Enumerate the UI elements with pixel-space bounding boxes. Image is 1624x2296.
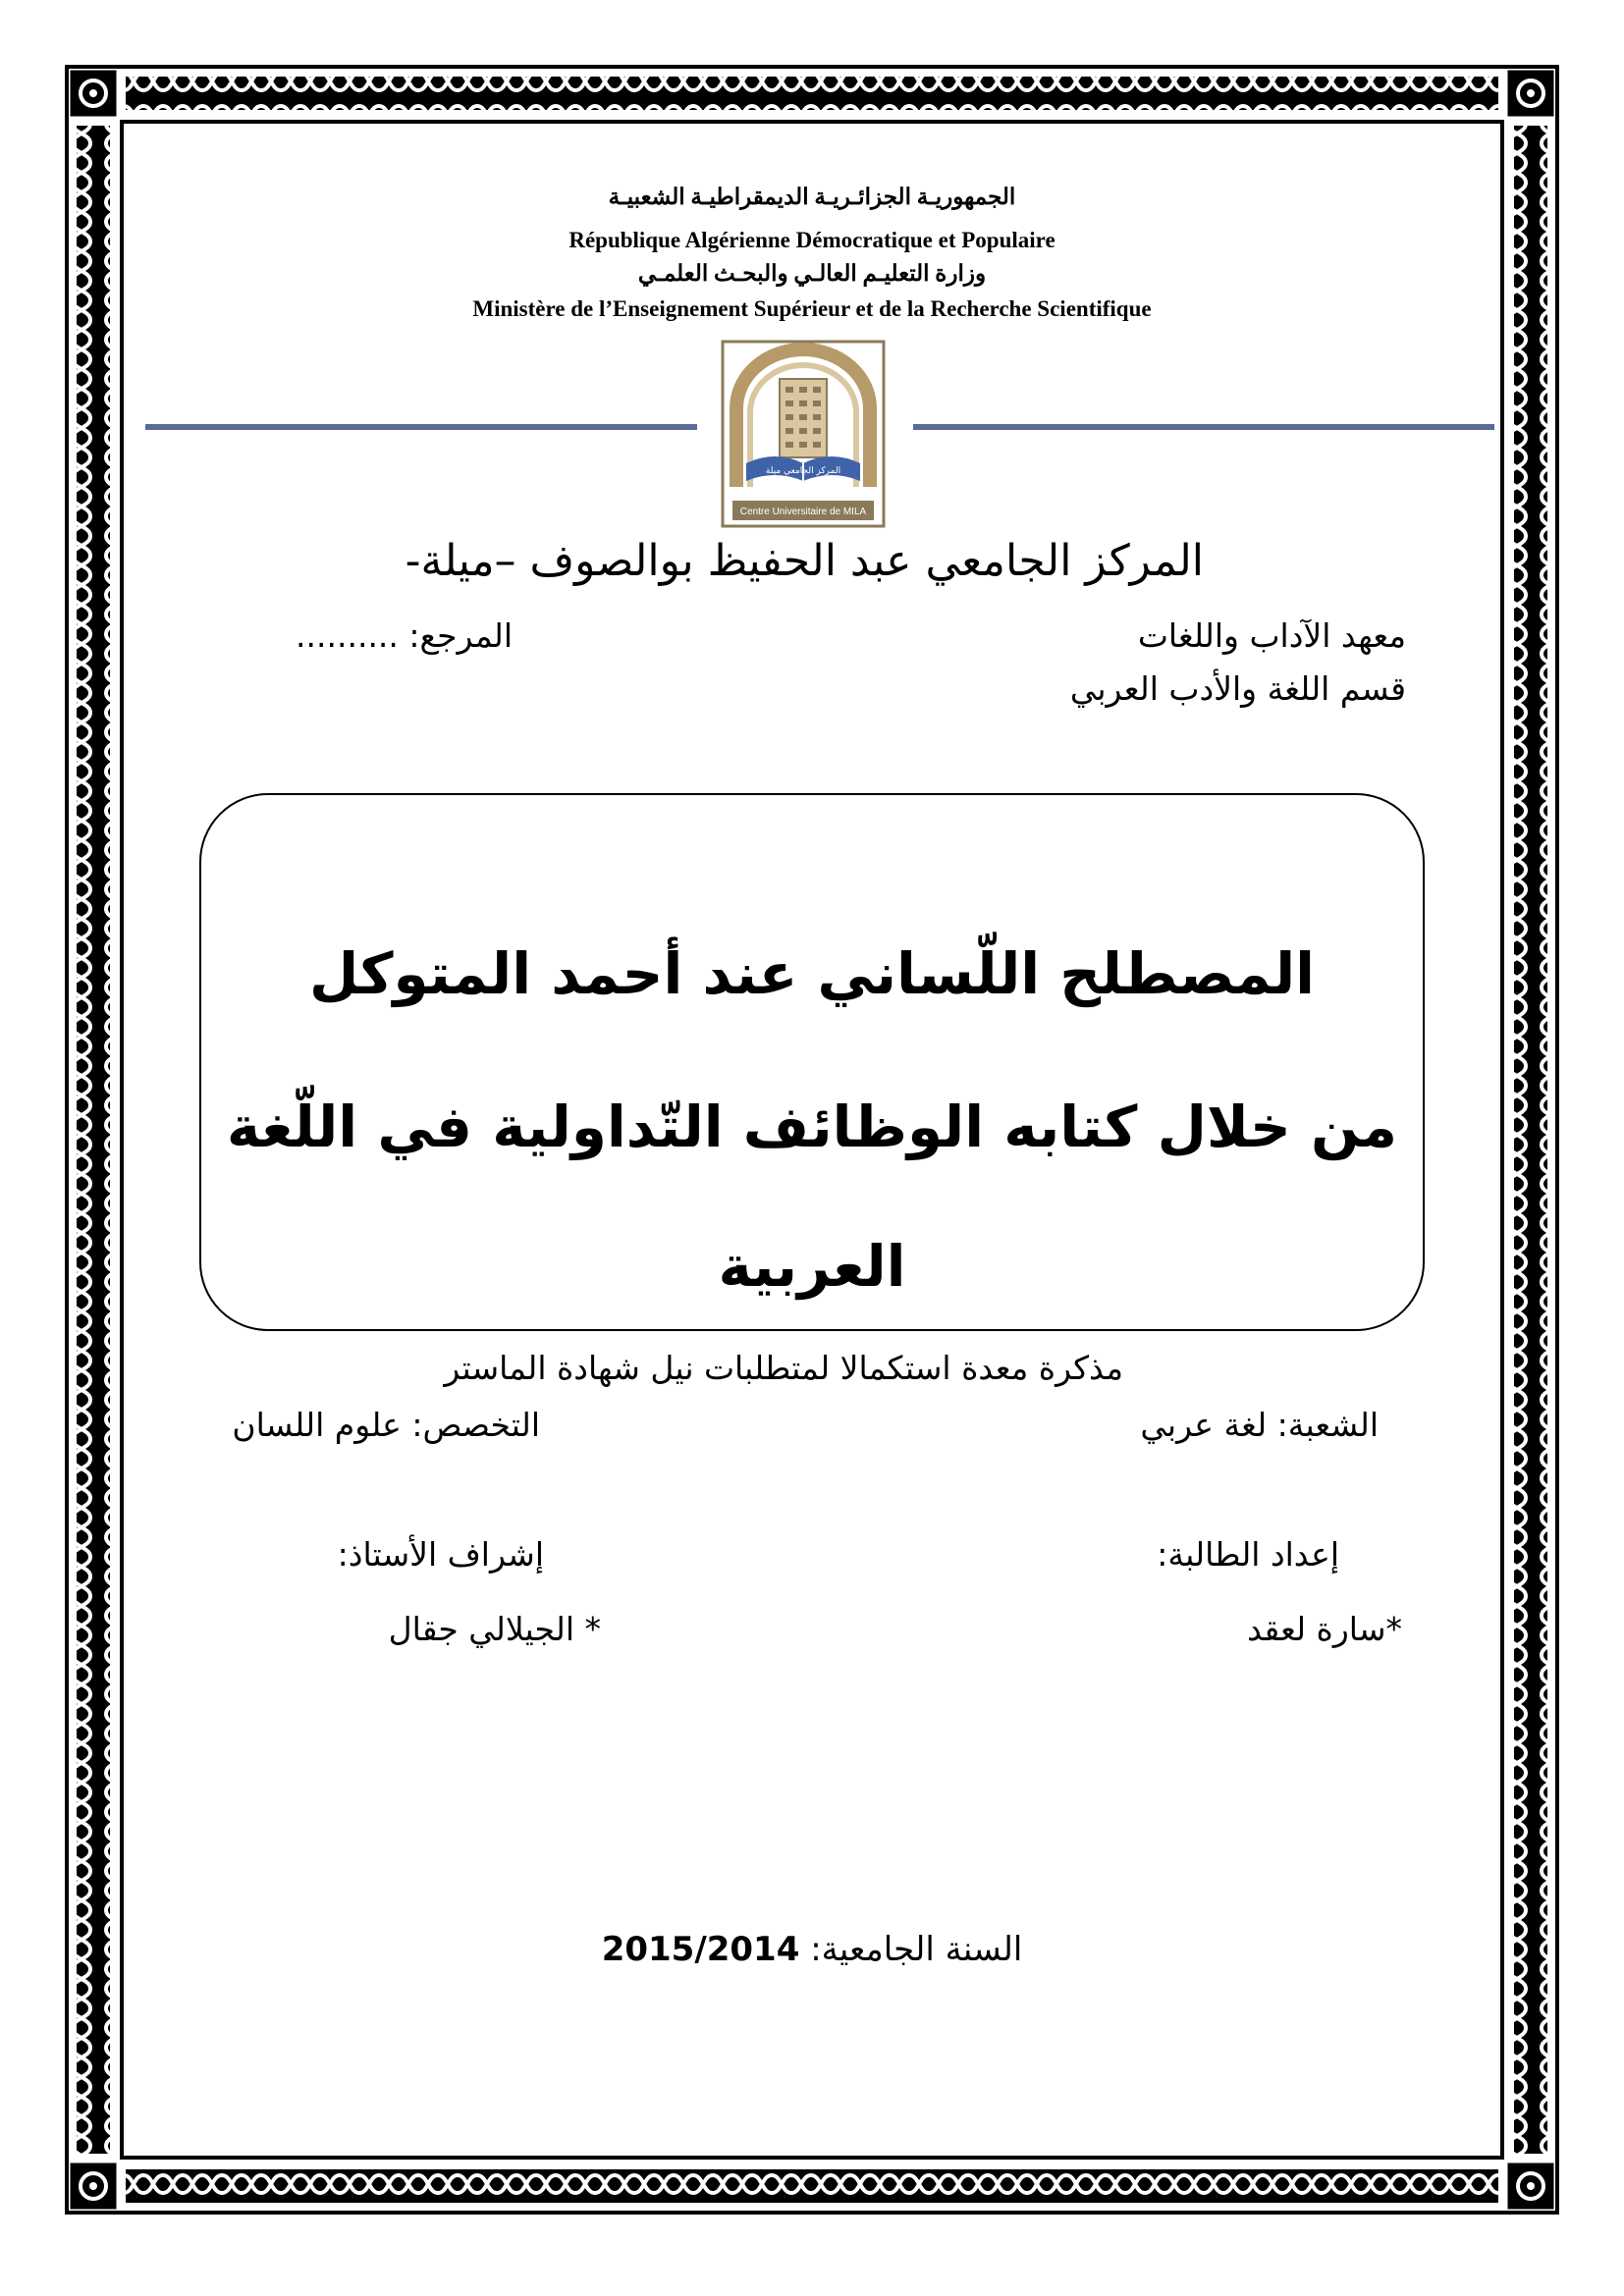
student-name: *سارة لعقد — [1247, 1610, 1402, 1648]
logo-inner-text: المركز الجامعي ميلة — [765, 466, 841, 476]
thesis-title-line-2: من خلال كتابه الوظائف التّداولية في اللّغة — [226, 1094, 1398, 1160]
header-rule-left — [145, 424, 697, 430]
reference-number: المرجع: .......... — [296, 616, 513, 655]
country-name-french: République Algérienne Démocratique et Populaire — [568, 228, 1056, 252]
thesis-title-line-1: المصطلح اللّساني عند أحمد المتوكل — [309, 940, 1315, 1007]
academic-year-value: 2015/2014 — [601, 1930, 800, 1969]
logo-caption: Centre Universitaire de MILA — [739, 507, 867, 517]
header-rule-right — [913, 424, 1494, 430]
ministry-name-arabic: وزارة التعليـم العالـي والبحـث العلمـي — [637, 261, 987, 286]
thesis-description: مذكرة معدة استكمالا لمتطلبات نيل شهادة الماستر — [444, 1349, 1123, 1387]
university-logo — [721, 340, 886, 528]
institute-name: معهد الآداب واللغات — [1137, 616, 1406, 655]
university-center-name: المركز الجامعي عبد الحفيظ بوالصوف –ميلة- — [405, 536, 1204, 586]
supervisor-label: إشراف الأستاذ: — [337, 1535, 544, 1574]
academic-year-label: السنة الجامعية: — [810, 1930, 1023, 1969]
prepared-by-label: إعداد الطالبة: — [1157, 1535, 1339, 1574]
branch-label: الشعبة: لغة عربي — [1140, 1406, 1379, 1444]
academic-year — [0, 1930, 1624, 1969]
thesis-title-line-3: العربية — [718, 1233, 906, 1300]
thesis-title-box — [199, 793, 1425, 1331]
specialty-label: التخصص: علوم اللسان — [232, 1406, 540, 1444]
supervisor-name: * الجيلالي جقال — [388, 1610, 601, 1648]
department-name: قسم اللغة والأدب العربي — [1069, 669, 1406, 708]
country-name-arabic: الجمهوريـة الجزائـريـة الديمقراطيـة الشعبيـة — [608, 185, 1016, 209]
ministry-name-french: Ministère de l’Enseignement Supérieur et de la Recherche Scientifique — [472, 296, 1152, 321]
